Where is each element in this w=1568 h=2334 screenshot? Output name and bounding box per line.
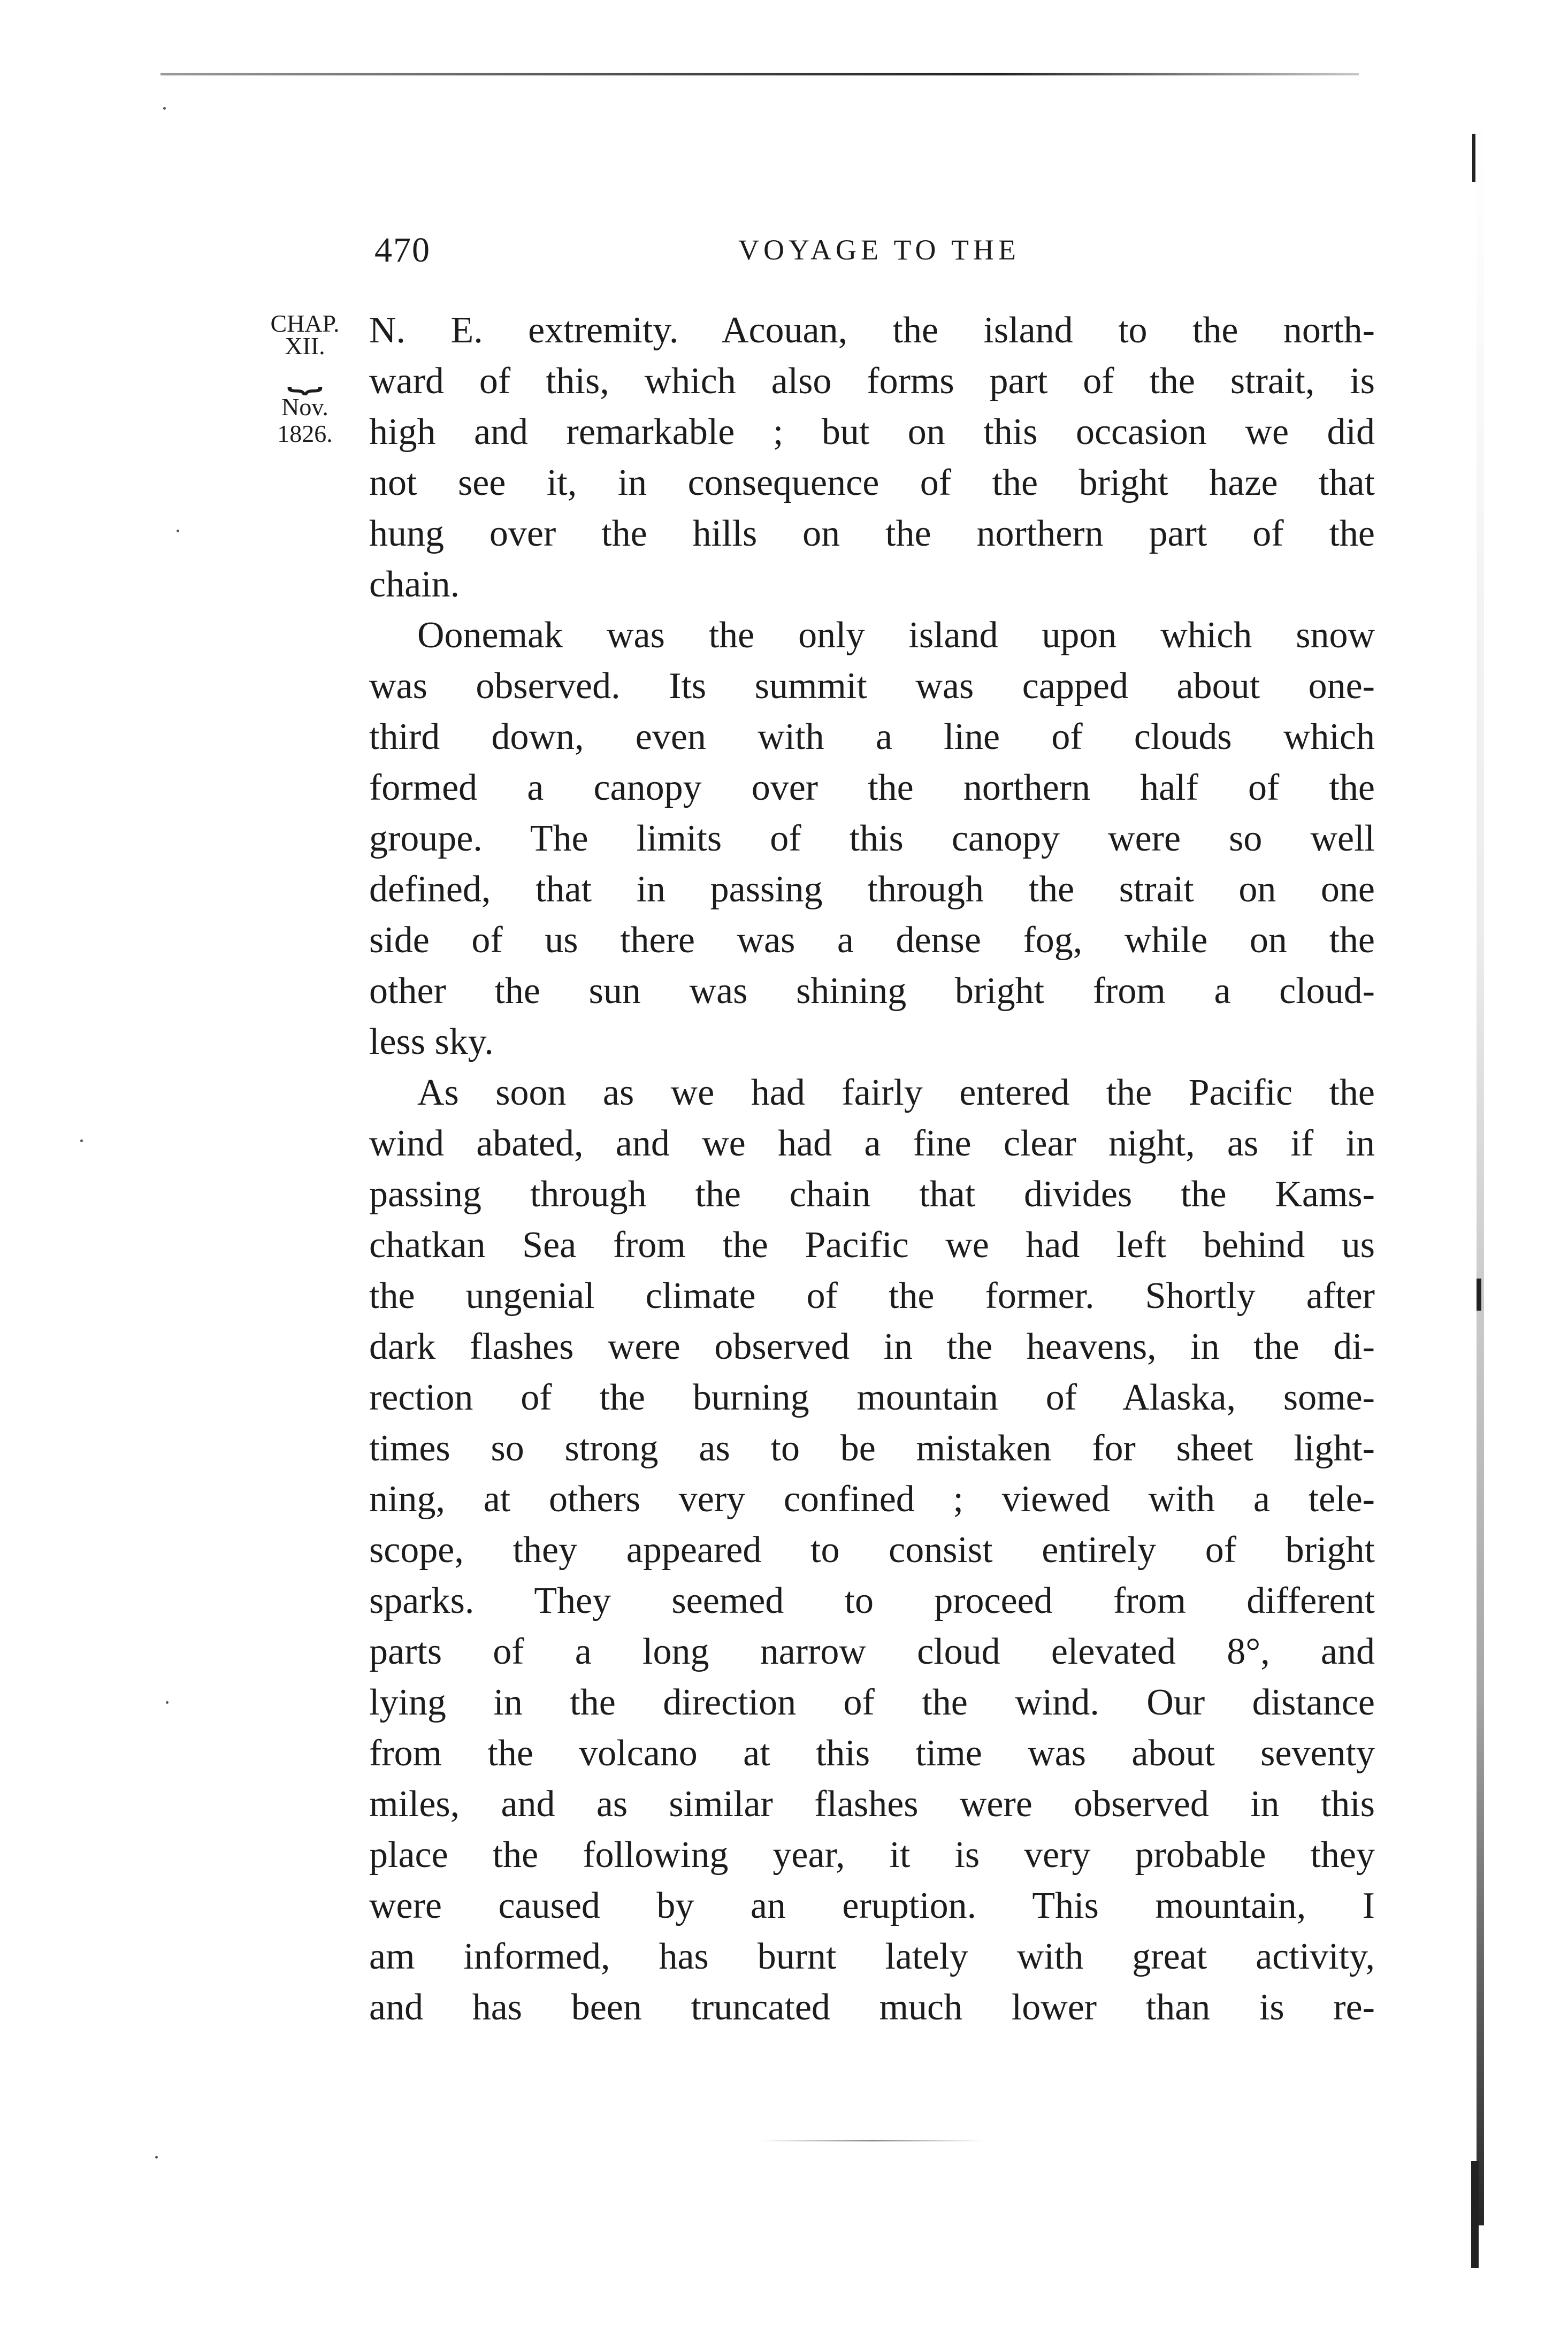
text-line: am informed, has burnt lately with great activity, [369, 1936, 1375, 1977]
right-page-edge-shadow [1477, 107, 1484, 2225]
text-line: chain. [369, 564, 460, 605]
text-line: high and remarkable ; but on this occasion we did [369, 411, 1375, 453]
text-line: ning, at others very confined ; viewed with a tele- [369, 1479, 1375, 1520]
text-line: miles, and as similar flashes were observed in this [369, 1784, 1375, 1825]
text-line: dark flashes were observed in the heavens, in the di- [369, 1326, 1375, 1367]
speck [177, 530, 179, 532]
brace-mark: ⏟ [287, 351, 323, 393]
text-line: was observed. Its summit was capped about one- [369, 665, 1375, 707]
text-line: side of us there was a dense fog, while on the [369, 920, 1375, 961]
text-line: and has been truncated much lower than is re- [369, 1987, 1375, 2028]
chapter-number: XII. [285, 332, 325, 359]
text-line: other the sun was shining bright from a cloud- [369, 970, 1375, 1012]
margin-year: 1826. [277, 420, 333, 447]
margin-month: Nov. [281, 393, 328, 420]
text-line: sparks. They seemed to proceed from different [369, 1580, 1375, 1621]
speck [163, 107, 166, 110]
text-line: lying in the direction of the wind. Our distance [369, 1682, 1375, 1723]
text-line: parts of a long narrow cloud elevated 8°, and [369, 1631, 1375, 1672]
text-line: N. E. extremity. Acouan, the island to the north- [369, 310, 1375, 351]
edge-mark [1471, 2161, 1479, 2268]
page-header [374, 230, 1380, 273]
text-line: ward of this, which also forms part of the strait, is [369, 361, 1375, 402]
text-line: rection of the burning mountain of Alaska, some- [369, 1377, 1375, 1418]
text-line: third down, even with a line of clouds which [369, 716, 1375, 757]
text-line: defined, that in passing through the strait on one [369, 869, 1375, 910]
text-line: wind abated, and we had a fine clear night, as if in [369, 1123, 1375, 1164]
text-line: Oonemak was the only island upon which snow [417, 615, 1375, 656]
text-line: place the following year, it is very probable they [369, 1834, 1375, 1876]
chapter-label: CHAP. [270, 310, 340, 337]
running-head: VOYAGE TO THE [738, 234, 1021, 266]
page-number: 470 [374, 231, 431, 270]
speck [155, 2156, 158, 2159]
edge-mark [1477, 1279, 1481, 1311]
text-line: times so strong as to be mistaken for sheet light- [369, 1428, 1375, 1469]
text-line: were caused by an eruption. This mountain, I [369, 1885, 1375, 1926]
top-edge-rule [160, 73, 1359, 75]
text-line: from the volcano at this time was about seventy [369, 1733, 1375, 1774]
text-line: passing through the chain that divides the Kams- [369, 1174, 1375, 1215]
bottom-rule [760, 2140, 984, 2141]
text-line: the ungenial climate of the former. Shortly after [369, 1275, 1375, 1317]
text-line: formed a canopy over the northern half of the [369, 767, 1375, 808]
text-line: scope, they appeared to consist entirely of bright [369, 1529, 1375, 1571]
speck [166, 1701, 169, 1704]
text-line: not see it, in consequence of the bright haze that [369, 462, 1375, 503]
text-line: chatkan Sea from the Pacific we had left behind us [369, 1225, 1375, 1266]
body-text [369, 305, 1375, 2033]
text-line: hung over the hills on the northern part of the [369, 513, 1375, 554]
margin-note [251, 310, 358, 447]
speck [80, 1139, 83, 1142]
text-line: As soon as we had fairly entered the Pacific the [417, 1072, 1375, 1113]
text-line: less sky. [369, 1021, 494, 1062]
text-line: groupe. The limits of this canopy were so well [369, 818, 1375, 859]
edge-mark [1472, 134, 1475, 182]
